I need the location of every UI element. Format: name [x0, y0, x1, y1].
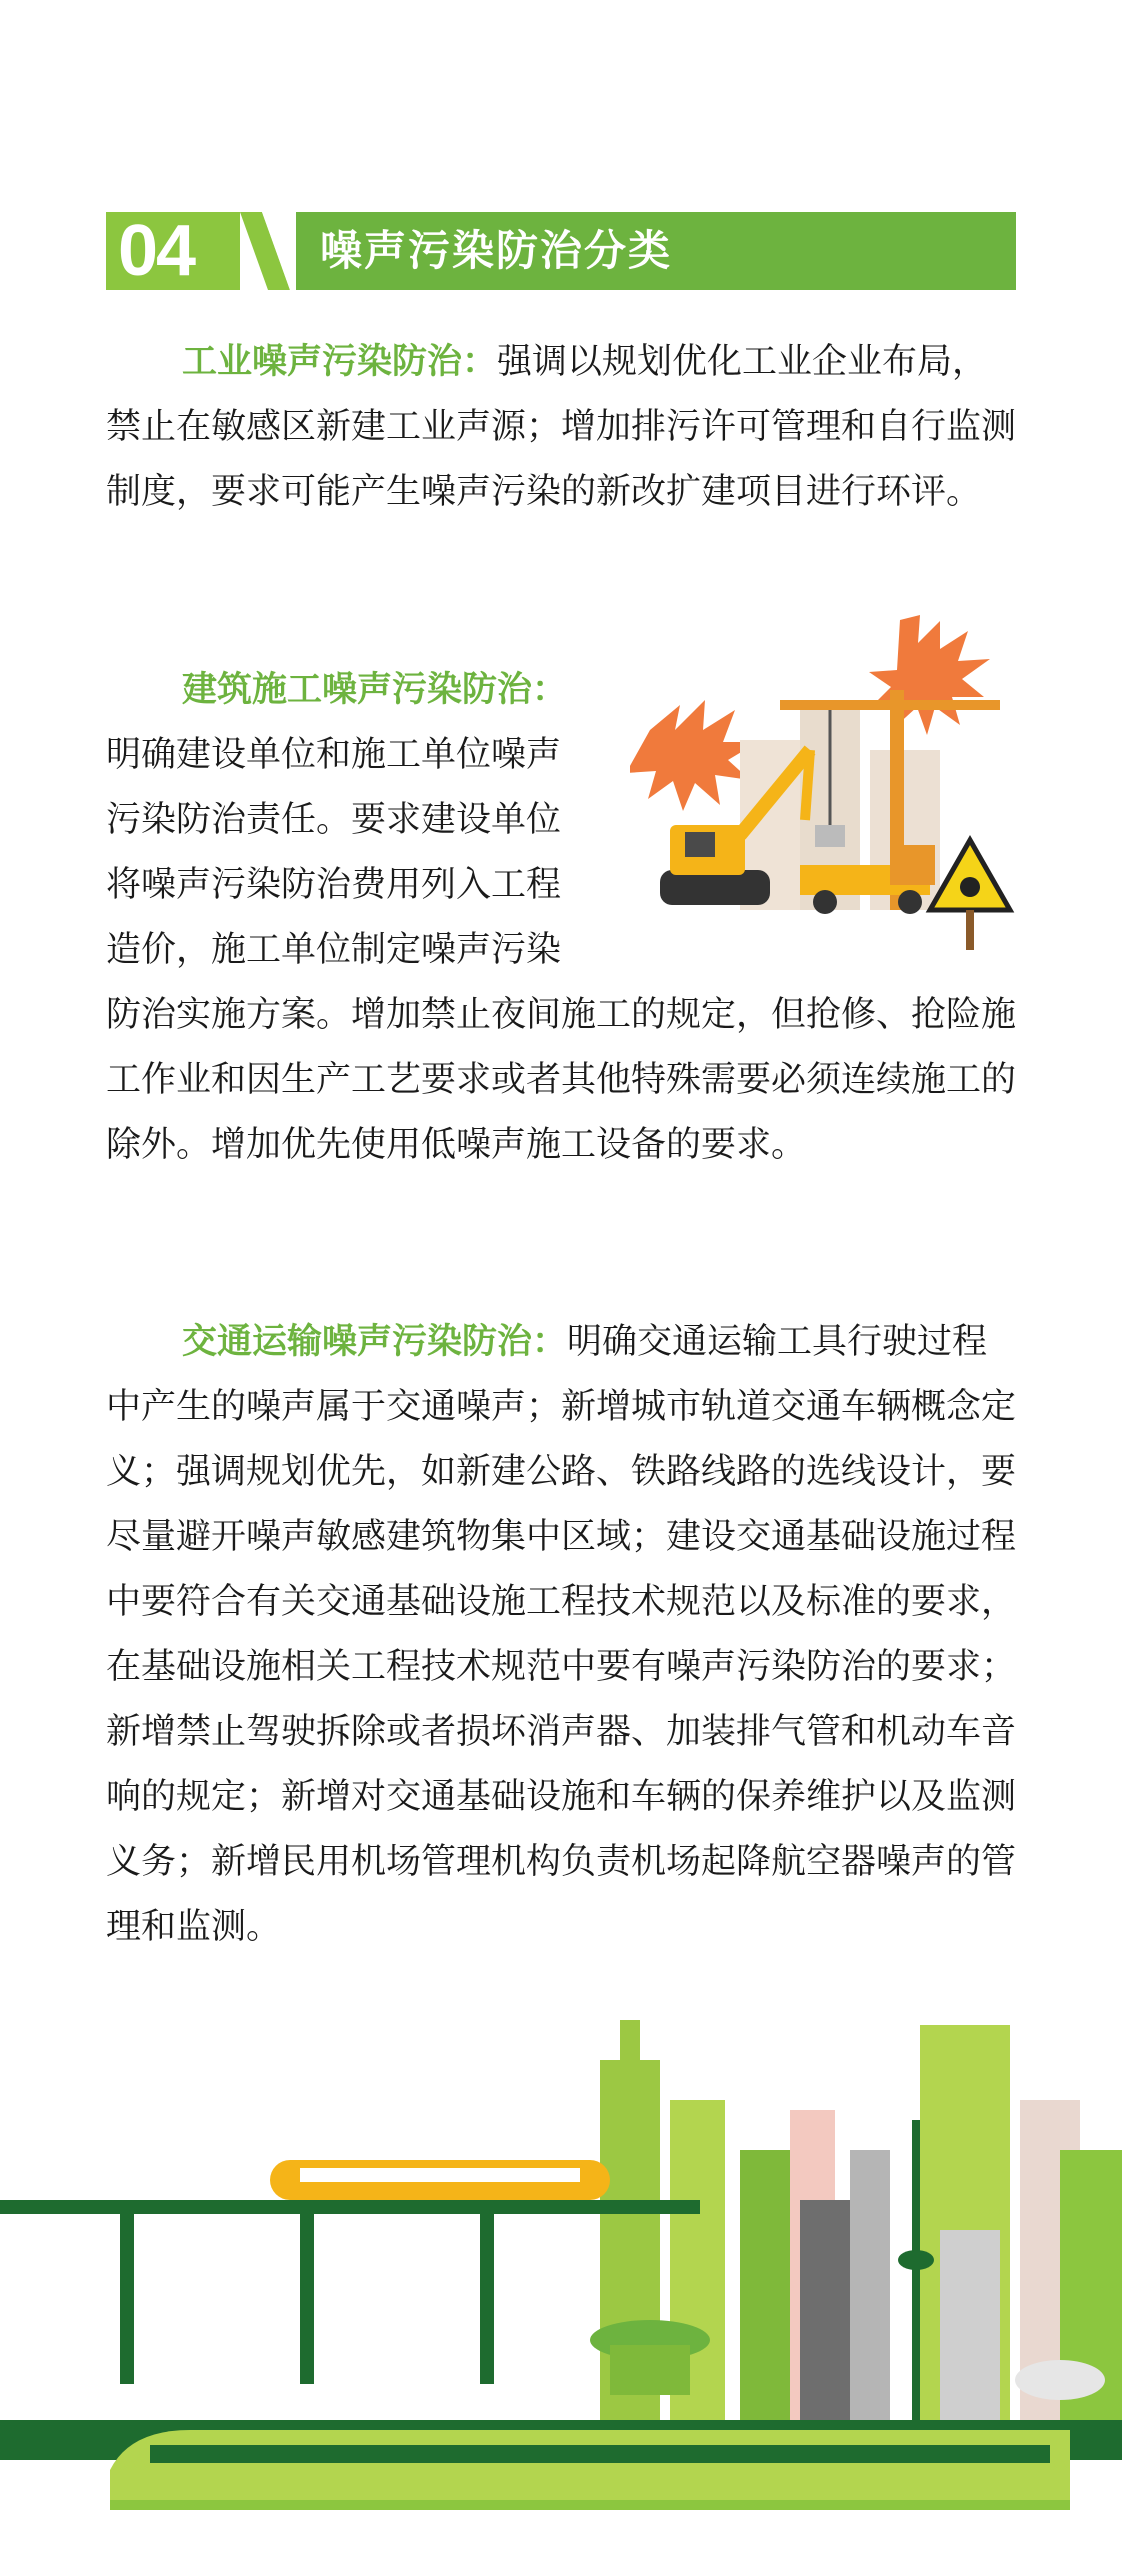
bottom-train [110, 2430, 1070, 2510]
industrial-body: 强调以规划优化工业企业布局，禁止在敏感区新建工业声源；增加排污许可管理和自行监测制度，要求可能产生噪声污染的新改扩建项目进行环评。 [106, 342, 1017, 512]
industrial-lead: 工业噪声污染防治： [182, 342, 498, 382]
construction-illustration [630, 610, 1030, 960]
cloud [1015, 2360, 1105, 2400]
construction-line: 将噪声污染防治费用列入工程 [106, 865, 562, 905]
header-slash-decoration [240, 212, 300, 290]
warning-sign-icon [930, 840, 1010, 950]
construction-line: 明确建设单位和施工单位噪声 [106, 735, 562, 775]
construction-narrow-text [106, 723, 626, 983]
noise-burst-icon [869, 615, 990, 735]
noise-burst-icon [630, 700, 758, 811]
monorail-train [270, 2160, 610, 2200]
section-header [106, 212, 1016, 290]
construction-line: 污染防治责任。要求建设单位 [106, 800, 562, 840]
city-transport-illustration [0, 2000, 1122, 2551]
section-title: 噪声污染防治分类 [320, 226, 673, 275]
section-number: 04 [118, 211, 195, 291]
industrial-paragraph [106, 330, 1016, 525]
elevated-track [0, 2200, 700, 2384]
transport-lead: 交通运输噪声污染防治： [182, 1322, 568, 1362]
construction-line: 造价，施工单位制定噪声污染 [106, 930, 562, 970]
transport-body: 明确交通运输工具行驶过程中产生的噪声属于交通噪声；新增城市轨道交通车辆概念定义；强调规划优先，如新建公路、铁路线路的选线设计，要尽量避开噪声敏感建筑物集中区域；建设交通基础设施过程中要符合有关交通基础设施工程技术规范以及标准的要求，在基础设施相关工程技术规范中要有噪声污染防治的要求；新增禁止驾驶拆除或者损坏消声器、加装排气管和机动车音响的规定；新增对交通基础设施和车辆的保养维护以及监测义务；新增民用机场管理机构负责机场起降航空器噪声的管理和监测。 [106, 1322, 1017, 1947]
transport-paragraph [106, 1310, 1016, 1960]
construction-rest: 防治实施方案。增加禁止夜间施工的规定，但抢修、抢险施工作业和因生产工艺要求或者其他特殊需要必须连续施工的除外。增加优先使用低噪声施工设备的要求。 [106, 995, 1017, 1165]
construction-lead: 建筑施工噪声污染防治： [182, 670, 568, 710]
